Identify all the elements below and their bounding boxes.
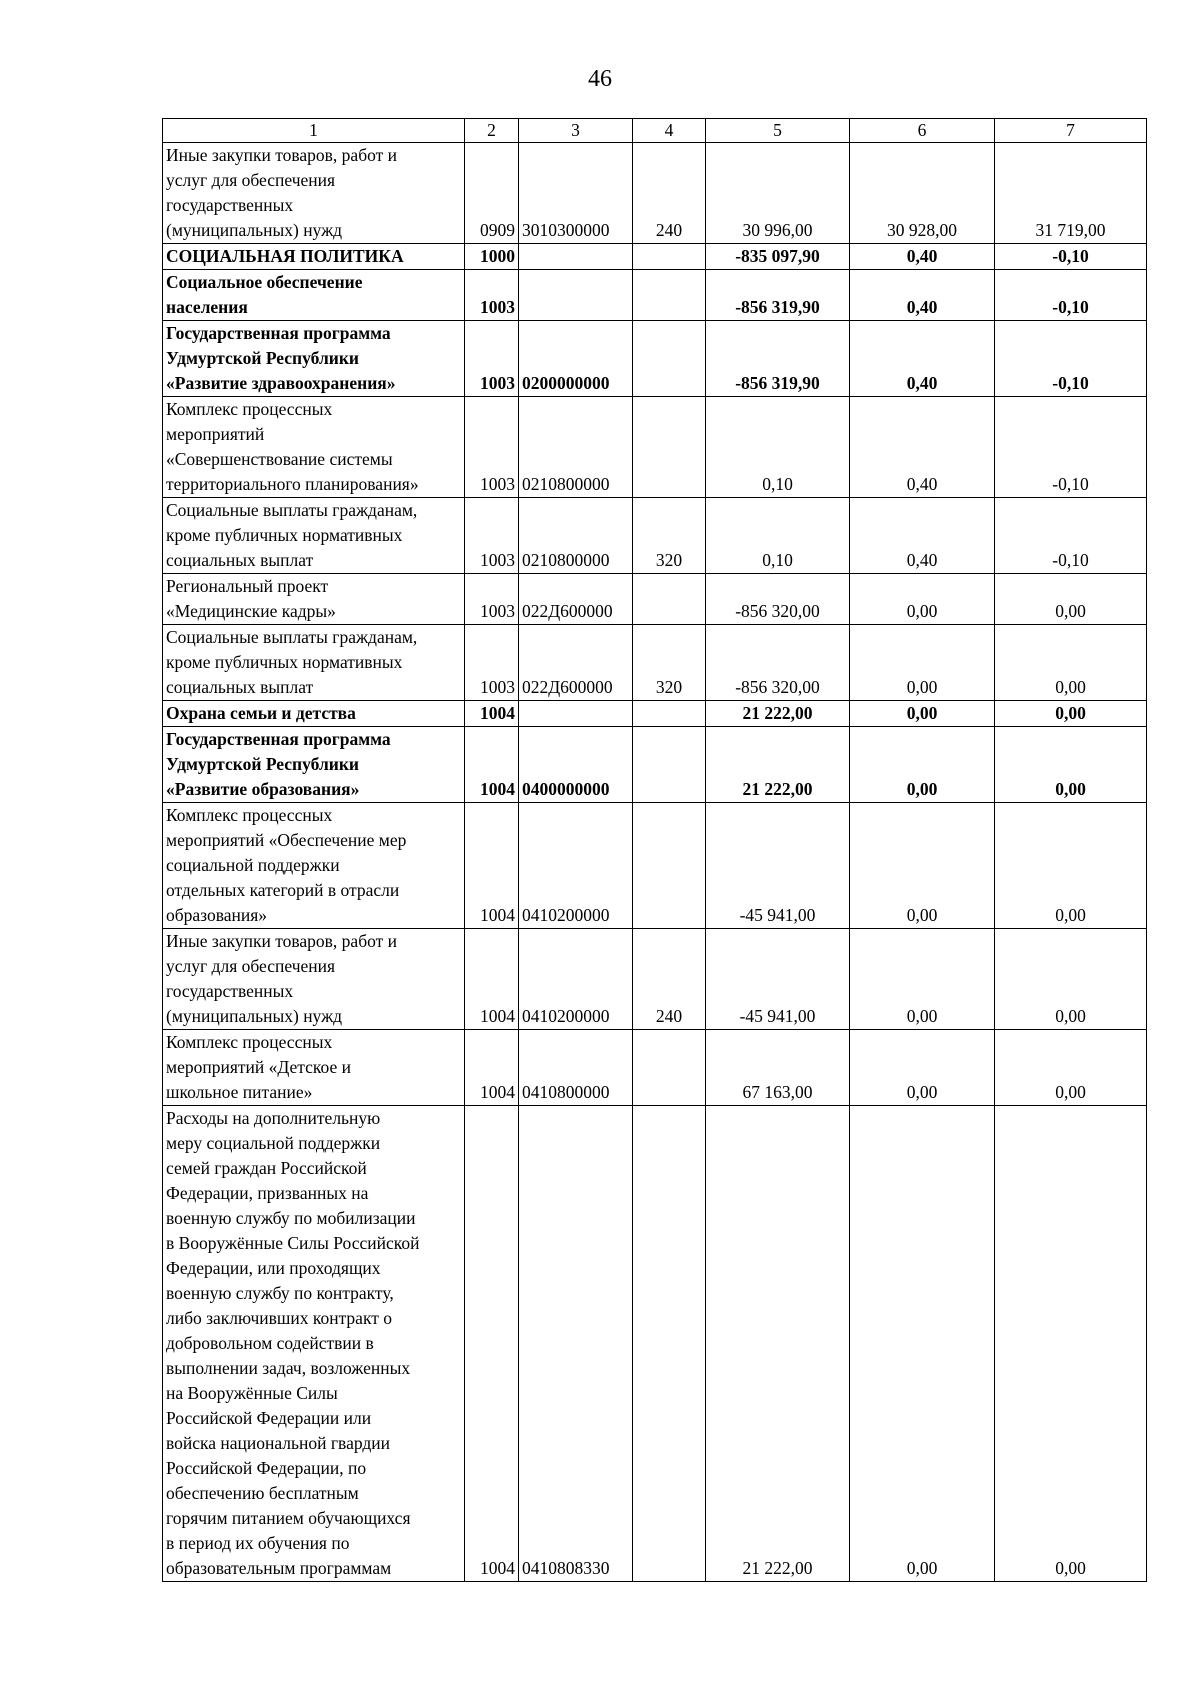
cell-section-code: 1003	[465, 321, 519, 397]
cell-expense-type	[633, 1106, 706, 1582]
cell-amount-col7: 31 719,00	[995, 143, 1147, 244]
cell-amount-col7: 0,00	[995, 574, 1147, 625]
cell-expense-type: 240	[633, 929, 706, 1030]
cell-amount-col5: -856 320,00	[706, 574, 850, 625]
column-header-5: 5	[706, 119, 850, 143]
column-header-3: 3	[519, 119, 633, 143]
table-row	[163, 701, 1147, 727]
cell-amount-col6: 0,00	[850, 625, 995, 701]
cell-amount-col5: -45 941,00	[706, 803, 850, 929]
column-header-1: 1	[163, 119, 465, 143]
cell-amount-col5: 21 222,00	[706, 701, 850, 727]
cell-amount-col5: 67 163,00	[706, 1030, 850, 1106]
cell-amount-col7: 0,00	[995, 701, 1147, 727]
table-row	[163, 1106, 1147, 1582]
cell-section-code: 1003	[465, 498, 519, 574]
table-row	[163, 143, 1147, 244]
column-header-4: 4	[633, 119, 706, 143]
cell-amount-col7: -0,10	[995, 498, 1147, 574]
cell-target-code: 022Д600000	[519, 574, 633, 625]
cell-amount-col7: -0,10	[995, 397, 1147, 498]
cell-amount-col6: 0,00	[850, 574, 995, 625]
cell-amount-col7: -0,10	[995, 244, 1147, 270]
cell-expense-type	[633, 397, 706, 498]
cell-name: Комплекс процессных мероприятий «Совершенствование системы территориального планирования»	[163, 397, 465, 498]
cell-amount-col5: 21 222,00	[706, 727, 850, 803]
cell-amount-col7: 0,00	[995, 727, 1147, 803]
cell-name: Комплекс процессных мероприятий «Детское и школьное питание»	[163, 1030, 465, 1106]
cell-amount-col6: 0,40	[850, 498, 995, 574]
cell-expense-type	[633, 803, 706, 929]
cell-name: Социальные выплаты гражданам, кроме публичных нормативных социальных выплат	[163, 498, 465, 574]
table-row	[163, 244, 1147, 270]
cell-name: Иные закупки товаров, работ и услуг для обеспечения государственных (муниципальных) нужд	[163, 929, 465, 1030]
cell-amount-col5: 0,10	[706, 397, 850, 498]
cell-expense-type: 320	[633, 625, 706, 701]
page-number: 46	[588, 66, 612, 92]
cell-expense-type	[633, 701, 706, 727]
cell-target-code	[519, 701, 633, 727]
cell-amount-col5: -835 097,90	[706, 244, 850, 270]
cell-amount-col7: -0,10	[995, 270, 1147, 321]
cell-expense-type	[633, 574, 706, 625]
cell-amount-col6: 0,40	[850, 397, 995, 498]
cell-target-code: 0200000000	[519, 321, 633, 397]
cell-target-code: 0210800000	[519, 498, 633, 574]
cell-amount-col6: 0,00	[850, 803, 995, 929]
cell-expense-type: 320	[633, 498, 706, 574]
table-row	[163, 321, 1147, 397]
cell-name: Социальное обеспечение населения	[163, 270, 465, 321]
table-row	[163, 625, 1147, 701]
cell-name: Расходы на дополнительную меру социальной поддержки семей граждан Российской Федерации, призванных на военную службу по мобилизации в Вооружённые Силы Российской Федерации, или проходящих военную службу по контракту, либо заключивших контракт о добровольном содействии в выполнении задач, возложенных на Вооружённые Силы Российской Федерации или войска национальной гвардии Российской Федерации, по обеспечению бесплатным горячим питанием обучающихся в период их обучения по образовательным программам	[163, 1106, 465, 1582]
cell-target-code: 0410808330	[519, 1106, 633, 1582]
table-row	[163, 727, 1147, 803]
cell-amount-col5: -856 319,90	[706, 270, 850, 321]
cell-section-code: 0909	[465, 143, 519, 244]
cell-amount-col7: 0,00	[995, 929, 1147, 1030]
cell-name: Охрана семьи и детства	[163, 701, 465, 727]
cell-target-code: 3010300000	[519, 143, 633, 244]
cell-target-code	[519, 270, 633, 321]
cell-target-code: 0410800000	[519, 1030, 633, 1106]
cell-target-code: 0400000000	[519, 727, 633, 803]
cell-amount-col5: 21 222,00	[706, 1106, 850, 1582]
table-row	[163, 1030, 1147, 1106]
cell-amount-col7: 0,00	[995, 625, 1147, 701]
cell-expense-type	[633, 727, 706, 803]
cell-name: Государственная программа Удмуртской Республики «Развитие образования»	[163, 727, 465, 803]
cell-target-code: 022Д600000	[519, 625, 633, 701]
cell-expense-type	[633, 321, 706, 397]
cell-section-code: 1003	[465, 625, 519, 701]
cell-amount-col5: -856 319,90	[706, 321, 850, 397]
table-row	[163, 397, 1147, 498]
cell-amount-col7: 0,00	[995, 803, 1147, 929]
cell-section-code: 1004	[465, 929, 519, 1030]
cell-section-code: 1000	[465, 244, 519, 270]
cell-section-code: 1003	[465, 270, 519, 321]
cell-amount-col6: 0,00	[850, 1030, 995, 1106]
cell-amount-col7: 0,00	[995, 1106, 1147, 1582]
table-header-row	[163, 119, 1147, 143]
cell-amount-col6: 0,00	[850, 727, 995, 803]
column-header-2: 2	[465, 119, 519, 143]
cell-expense-type	[633, 244, 706, 270]
budget-table	[162, 118, 1147, 1582]
cell-name: Региональный проект «Медицинские кадры»	[163, 574, 465, 625]
cell-amount-col5: 30 996,00	[706, 143, 850, 244]
cell-target-code: 0410200000	[519, 929, 633, 1030]
table-row	[163, 270, 1147, 321]
cell-expense-type	[633, 270, 706, 321]
cell-amount-col5: 0,10	[706, 498, 850, 574]
cell-name: Социальные выплаты гражданам, кроме публичных нормативных социальных выплат	[163, 625, 465, 701]
cell-section-code: 1004	[465, 727, 519, 803]
cell-section-code: 1003	[465, 397, 519, 498]
cell-section-code: 1004	[465, 1106, 519, 1582]
cell-amount-col6: 0,40	[850, 321, 995, 397]
table-row	[163, 803, 1147, 929]
cell-expense-type: 240	[633, 143, 706, 244]
cell-name: Государственная программа Удмуртской Республики «Развитие здравоохранения»	[163, 321, 465, 397]
cell-amount-col7: 0,00	[995, 1030, 1147, 1106]
cell-name: Комплекс процессных мероприятий «Обеспечение мер социальной поддержки отдельных категорий в отрасли образования»	[163, 803, 465, 929]
cell-expense-type	[633, 1030, 706, 1106]
table-row	[163, 929, 1147, 1030]
cell-name: СОЦИАЛЬНАЯ ПОЛИТИКА	[163, 244, 465, 270]
column-header-6: 6	[850, 119, 995, 143]
cell-amount-col6: 0,00	[850, 929, 995, 1030]
cell-section-code: 1003	[465, 574, 519, 625]
cell-target-code	[519, 244, 633, 270]
cell-amount-col7: -0,10	[995, 321, 1147, 397]
cell-amount-col5: -856 320,00	[706, 625, 850, 701]
cell-amount-col6: 30 928,00	[850, 143, 995, 244]
cell-target-code: 0410200000	[519, 803, 633, 929]
table-row	[163, 574, 1147, 625]
cell-section-code: 1004	[465, 803, 519, 929]
cell-amount-col6: 0,00	[850, 1106, 995, 1582]
cell-target-code: 0210800000	[519, 397, 633, 498]
cell-section-code: 1004	[465, 1030, 519, 1106]
cell-amount-col5: -45 941,00	[706, 929, 850, 1030]
table-row	[163, 498, 1147, 574]
cell-amount-col6: 0,40	[850, 270, 995, 321]
cell-section-code: 1004	[465, 701, 519, 727]
cell-amount-col6: 0,00	[850, 701, 995, 727]
column-header-7: 7	[995, 119, 1147, 143]
cell-amount-col6: 0,40	[850, 244, 995, 270]
cell-name: Иные закупки товаров, работ и услуг для обеспечения государственных (муниципальных) нужд	[163, 143, 465, 244]
